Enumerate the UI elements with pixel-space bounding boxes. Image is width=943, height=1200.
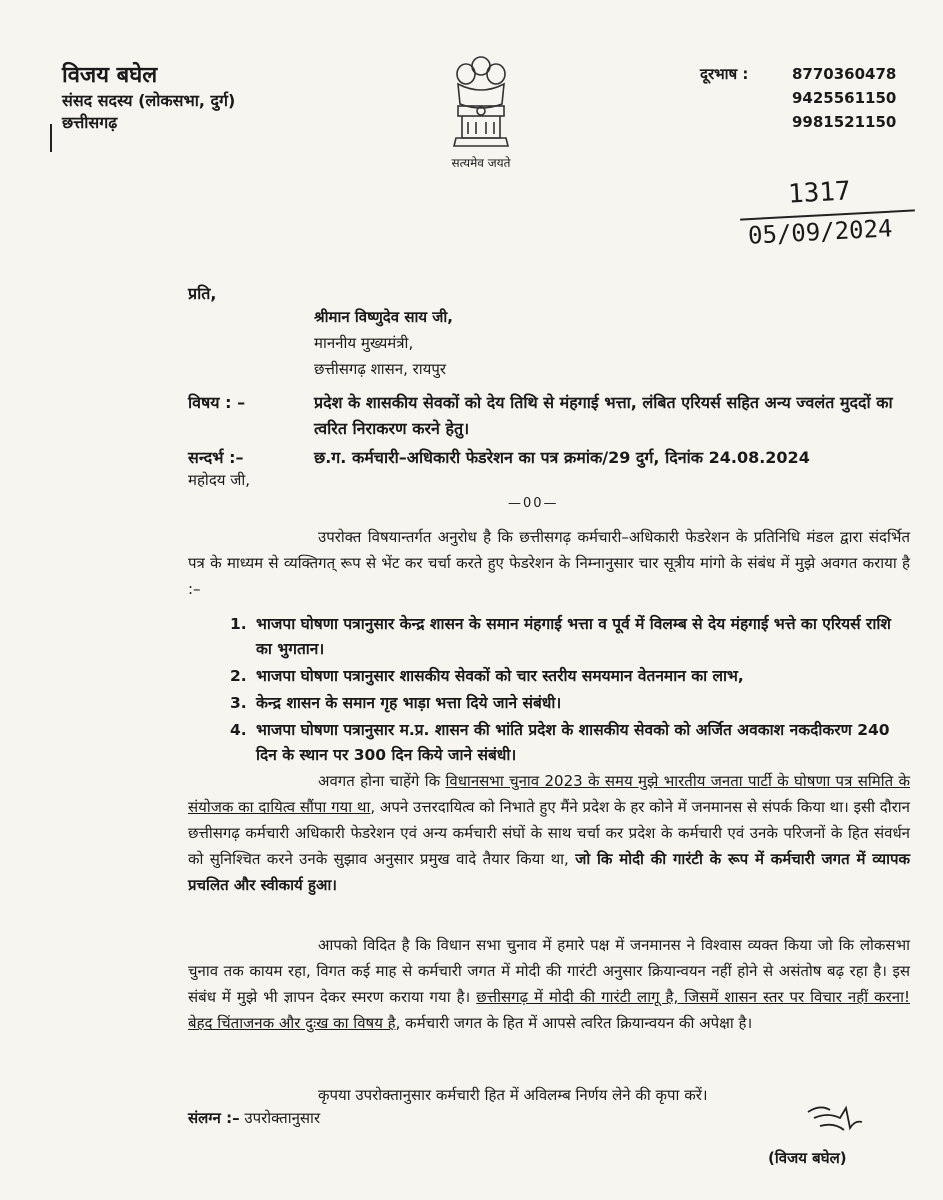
- salutation: महोदय जी,: [188, 471, 251, 489]
- reference-label: सन्दर्भ :–: [188, 448, 244, 467]
- to-label: प्रति,: [188, 284, 217, 303]
- separator: —00—: [508, 496, 559, 511]
- list-item-text: भाजपा घोषणा पत्रानुसार म.प्र. शासन की भांति प्रदेश के शासकीय सेवको को अर्जित अवकाश नकदीकरण 240 दिन के स्थान पर 300 दिन किये जाने संबंधी।: [256, 721, 890, 764]
- emblem-motto: सत्यमेव जयते: [451, 156, 511, 170]
- handwritten-reference: [728, 178, 918, 258]
- subject-label: विषय : –: [188, 393, 246, 412]
- paragraph-bold-text: जो कि मोदी की गारंटी के रूप में कर्मचारी जगत में व्यापक प्रचलित और स्वीकार्य हुआ।: [188, 850, 910, 894]
- list-item: [230, 718, 910, 768]
- list-item-text: भाजपा घोषणा पत्रानुसार शासकीय सेवकों को चार स्तरीय समयमान वेतनमान का लाभ,: [256, 667, 744, 685]
- sender-block: [62, 62, 235, 134]
- phone-block: [700, 62, 912, 134]
- reference-text: छ.ग. कर्मचारी–अधिकारी फेडरेशन का पत्र क्रमांक/29 दुर्ग, दिनांक 24.08.2024: [314, 448, 810, 467]
- paragraph-closing: कृपया उपरोक्तानुसार कर्मचारी हित में अविलम्ब निर्णय लेने की कृपा करें।: [318, 1086, 708, 1104]
- list-item-text: भाजपा घोषणा पत्रानुसार केन्द्र शासन के समान मंहगाई भत्ता व पूर्व में विलम्ब से देय मंहगाई भत्ते का एरियर्स राशि का भुगतान।: [256, 615, 891, 658]
- paragraph-underlined-text: छत्तीसगढ़ में मोदी की गारंटी लागू है, जिसमें शासन स्तर पर विचार नहीं करना! बेहद चिंताजनक और दुःख का विषय है: [188, 988, 910, 1032]
- emblem-block: [436, 52, 526, 171]
- enclosure-label: संलग्न :–: [188, 1109, 240, 1127]
- signature-mark: [800, 1100, 870, 1140]
- phone-label: दूरभाष :: [700, 65, 749, 83]
- sender-designation: संसद सदस्य (लोकसभा, दुर्ग): [62, 91, 236, 110]
- subject-text: प्रदेश के शासकीय सेवकों को देय तिथि से मंहगाई भत्ता, लंबित एरियर्स सहित अन्य ज्वलंत मुददों का त्वरित निराकरण करने हेतु।: [314, 393, 893, 438]
- margin-pen-mark: [50, 124, 52, 152]
- national-emblem-icon: [446, 52, 516, 152]
- phone-number: 9425561150: [792, 89, 897, 107]
- paragraph-manifesto: [188, 768, 910, 898]
- list-item-number: 3.: [230, 694, 247, 712]
- list-item-text: केन्द्र शासन के समान गृह भाड़ा भत्ता दिये जाने संबंधी।: [256, 694, 562, 712]
- signature-name: (विजय बघेल): [768, 1149, 847, 1167]
- list-item-number: 4.: [230, 721, 247, 739]
- phone-number: 8770360478: [792, 65, 897, 83]
- list-item-number: 2.: [230, 667, 247, 685]
- paragraph-text: , अपने उत्तरदायित्व को निभाते हुए मैंने प्रदेश के हर कोने में जनमानस से संपर्क किया था। इसी दौरान छत्तीसगढ़ कर्मचारी अधिकारी फेडरेशन एवं अन्य कर्मचारी संघों के साथ चर्चा कर प्रदेश के कर्मचारी एवं उनके परिजनों के हित संवर्धन को सुनिश्चित करने उनके सुझाव अनुसार प्रमुख वादे तैयार किया था,: [188, 798, 910, 868]
- paragraph-request: [188, 932, 910, 1036]
- paragraph-text: , कर्मचारी जगत के हित में आपसे त्वरित क्रियान्वयन की अपेक्षा है।: [395, 1014, 753, 1032]
- list-item: [230, 691, 910, 716]
- paragraph-underlined-text: विधानसभा चुनाव 2023 के समय मुझे भारतीय जनता पार्टी के घोषणा पत्र समिति के संयोजक का दायित्व सौंपा गया था: [188, 772, 911, 816]
- recipient-line: छत्तीसगढ़ शासन, रायपुर: [314, 360, 447, 378]
- phone-number: 9981521150: [792, 113, 897, 131]
- paragraph-text: आपको विदित है कि विधान सभा चुनाव में हमारे पक्ष में जनमानस ने विश्वास व्यक्त किया जो कि लोकसभा चुनाव तक कायम रहा, विगत कई माह से कर्मचारी जगत में मोदी की गारंटी अनुसार क्रियान्वयन नहीं होने से असंतोष बढ़ रहा है। इस संबंध में मुझे भी ज्ञापन देकर स्मरण कराया गया है।: [188, 936, 910, 1006]
- paragraph-text: अवगत होना चाहेंगे कि: [318, 772, 446, 790]
- recipient-block: [314, 304, 453, 382]
- recipient-line: माननीय मुख्यमंत्री,: [314, 334, 414, 352]
- list-item: [230, 664, 910, 689]
- demand-list: [230, 612, 910, 770]
- enclosure-line: [188, 1108, 320, 1128]
- recipient-line: श्रीमान विष्णुदेव साय जी,: [314, 308, 453, 326]
- reference-date: 05/09/2024: [747, 214, 894, 250]
- enclosure-text: उपरोक्तानुसार: [244, 1109, 321, 1127]
- list-item-number: 1.: [230, 615, 247, 633]
- sender-name: विजय बघेल: [62, 63, 158, 88]
- sender-state: छत्तीसगढ़: [62, 113, 118, 132]
- paragraph-intro: उपरोक्त विषयान्तर्गत अनुरोध है कि छत्तीसगढ़ कर्मचारी–अधिकारी फेडरेशन के प्रतिनिधि मंडल द्वारा संदर्भित पत्र के माध्यम से व्यक्तिगत् रूप से भेंट कर चर्चा करते हुए फेडरेशन के निम्नानुसार चार सूत्रीय मांगो के संबंध में मुझे अवगत कराया है :–: [188, 528, 910, 598]
- list-item: [230, 612, 910, 662]
- reference-number: 1317: [787, 176, 852, 210]
